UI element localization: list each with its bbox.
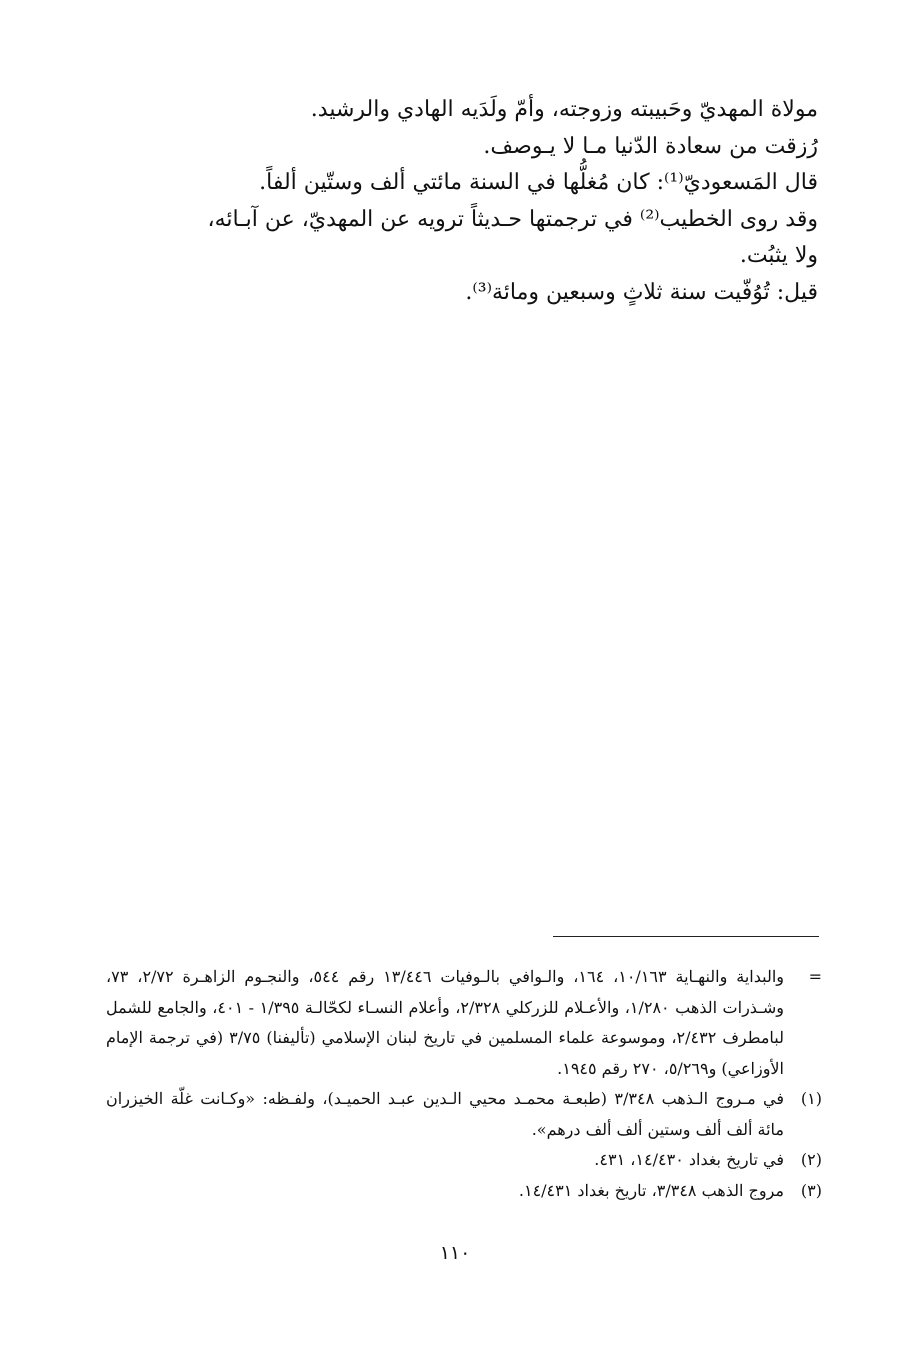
footnote-text: مروج الذهب ٣/٣٤٨، تاريخ بغداد ١٤/٤٣١. [518, 1180, 784, 1200]
body-line: رُزقت من سعادة الدّنيا مـا لا يـوصف. [483, 133, 818, 159]
body-line: ولا يثبُت. [739, 243, 818, 268]
footnotes [106, 962, 822, 1206]
body-line: قيل: تُوُفّيت سنة ثلاثٍ وسبعين ومائة⁽³⁾. [465, 279, 818, 305]
footnote-text: في تاريخ بغداد ١٤/٤٣٠، ٤٣١. [594, 1150, 784, 1169]
footnote-mark: (٢) [800, 1150, 822, 1169]
footnote-text: والبداية والنهـاية ١٠/١٦٣، ١٦٤، والـوافي بالـوفيات ١٣/٤٤٦ رقم ٥٤٤، والنجـوم الزاهـرة ٢/٧٢، ٧٣، وشـذرات الذهب ١/٢٨٠، والأعـلام للزركلي ٢/٣٢٨، وأعلام النسـاء لكحّالـة ١/٣٩٥ - ٤٠١، والجامع للشمل لبامطرف ٢/٤٣٢، وموسوعة علماء المسلمين في تاريخ لبنان الإسلامي (تأليفنا) ٣/٧٥ (في ترجمة الإمام الأوزاعي) و٥/٢٦٩، ٢٧٠ رقم ١٩٤٥. [106, 967, 785, 1078]
footnote-separator [553, 936, 819, 937]
body-line: وقد روى الخطيب⁽²⁾ في ترجمتها حـديثاً ترويه عن المهديّ، عن آبـائه، [207, 206, 818, 232]
body-line: مولاة المهديّ وحَبيبته وزوجته، وأمّ ولَدَيه الهادي والرشيد. [310, 97, 818, 122]
page-number: ١١٠ [439, 1242, 471, 1264]
footnote-continuation [106, 962, 822, 1084]
body-line: قال المَسعوديّ⁽¹⁾: كان مُغلُّها في السنة مائتي ألف وستّين ألفاً. [259, 170, 818, 195]
footnote-3 [106, 1176, 822, 1207]
footnote-2 [106, 1145, 822, 1176]
footnote-mark: (٣) [800, 1180, 822, 1200]
main-body-text [98, 92, 818, 311]
footnote-text: في مـروج الـذهب ٣/٣٤٨ (طبعـة محمـد محيي الـدين عبـد الحميـد)، ولفـظه: «وكـانت غلّة الخيزران مائة ألف ألف وستين ألف ألف درهم». [106, 1089, 785, 1139]
footnote-1 [106, 1084, 822, 1145]
footnote-mark: = [808, 967, 822, 986]
footnote-mark: (١) [800, 1089, 822, 1108]
